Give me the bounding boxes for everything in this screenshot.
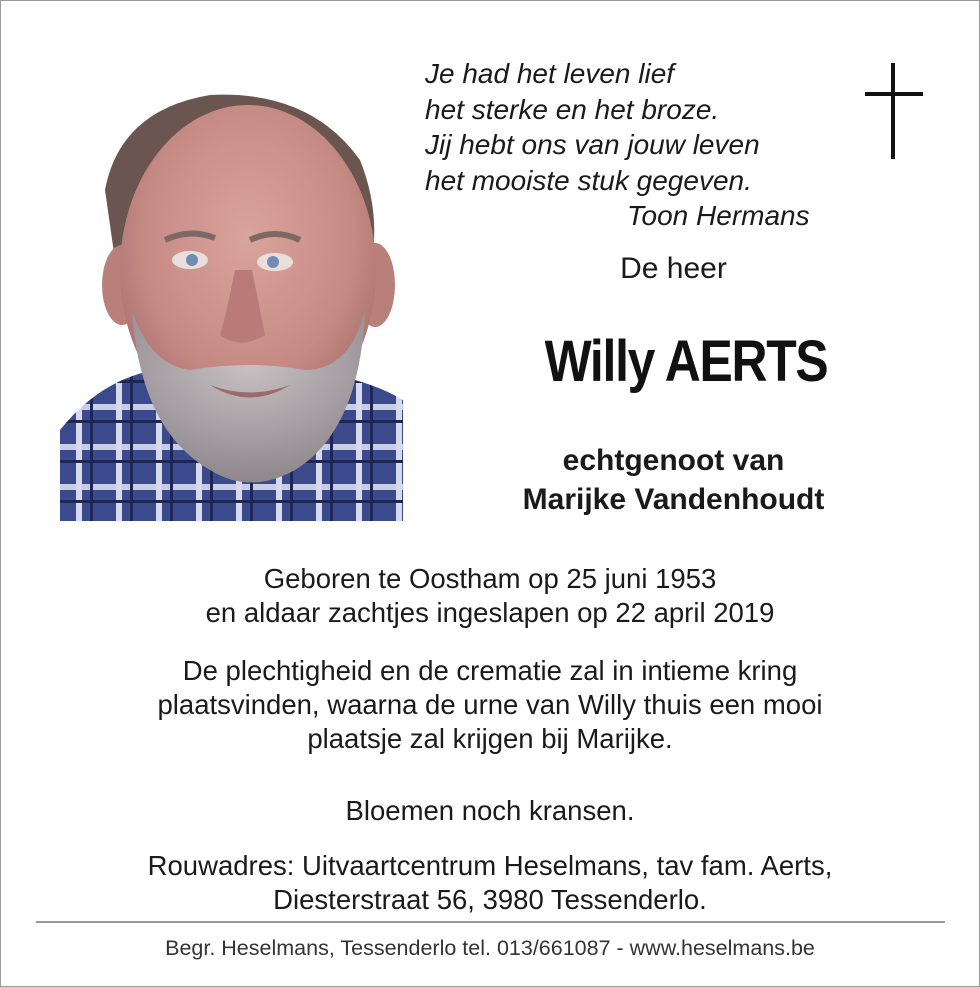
poem-line: het mooiste stuk gegeven. [425,164,752,196]
poem-author: Toon Hermans [627,200,810,231]
birth-line: Geboren te Oostham op 25 juni 1953 [263,563,717,594]
dates-block [1,562,979,630]
spouse-name: Marijke Vandenhoudt [522,483,825,516]
flowers-note [1,794,979,828]
address-block [1,849,979,917]
salutation: De heer [620,252,727,285]
ceremony-line: plaatsvinden, waarna de urne van Willy thuis een mooi [157,689,823,720]
portrait-photo [60,70,403,521]
flowers-text: Bloemen noch kransen. [345,795,635,826]
cross-icon [865,63,923,159]
poem [425,56,845,234]
portrait-image [60,70,403,521]
spouse-block [456,441,891,519]
poem-line: het sterke en het broze. [425,93,720,125]
ceremony-line: De plechtigheid en de crematie zal in intieme kring [182,655,798,686]
ceremony-block [1,654,979,756]
address-line: Rouwadres: Uitvaartcentrum Heselmans, tav fam. Aerts, [147,850,833,881]
address-line: Diesterstraat 56, 3980 Tessenderlo. [273,884,707,915]
spouse-relation: echtgenoot van [562,444,785,477]
poem-line: Je had het leven lief [425,58,675,89]
deceased-name: Willy AERTS [544,329,828,394]
ceremony-line: plaatsje zal krijgen bij Marijke. [307,723,673,754]
footer-credit: Begr. Heselmans, Tessenderlo tel. 013/661087 - www.heselmans.be [165,936,815,960]
poem-line: Jij hebt ons van jouw leven [425,129,760,160]
death-line: en aldaar zachtjes ingeslapen op 22 april 2019 [205,597,775,628]
divider [36,921,945,923]
